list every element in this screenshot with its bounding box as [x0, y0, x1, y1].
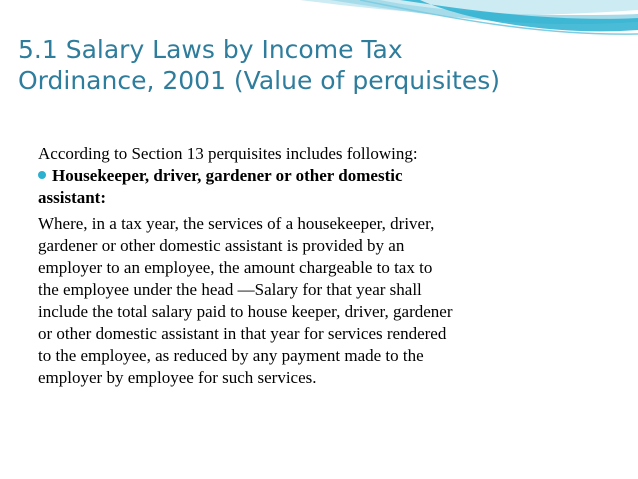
- paragraph-line: include the total salary paid to house keeper, driver, gardener: [38, 302, 453, 321]
- slide-body: [38, 143, 613, 389]
- paragraph-line: gardener or other domestic assistant is provided by an: [38, 236, 405, 255]
- intro-text: According to Section 13 perquisites includes following:: [38, 144, 418, 163]
- slide-title: [18, 34, 618, 96]
- paragraph-line: employer by employee for such services.: [38, 368, 317, 387]
- bullet-heading-line2: assistant:: [38, 188, 107, 207]
- paragraph-line: or other domestic assistant in that year for services rendered: [38, 324, 447, 343]
- bullet-item: [38, 165, 613, 209]
- paragraph-line: employer to an employee, the amount chargeable to tax to: [38, 258, 433, 277]
- bullet-heading-line1: Housekeeper, driver, gardener or other domestic: [52, 166, 403, 185]
- paragraph-line: the employee under the head —Salary for that year shall: [38, 280, 422, 299]
- slide-title-line1: 5.1 Salary Laws by Income Tax: [18, 35, 403, 64]
- paragraph-line: Where, in a tax year, the services of a housekeeper, driver,: [38, 214, 435, 233]
- slide-title-line2: Ordinance, 2001 (Value of perquisites): [18, 66, 501, 95]
- paragraph-line: to the employee, as reduced by any payment made to the: [38, 346, 424, 365]
- explanation-paragraph: [38, 213, 613, 389]
- bullet-dot-icon: [38, 171, 46, 179]
